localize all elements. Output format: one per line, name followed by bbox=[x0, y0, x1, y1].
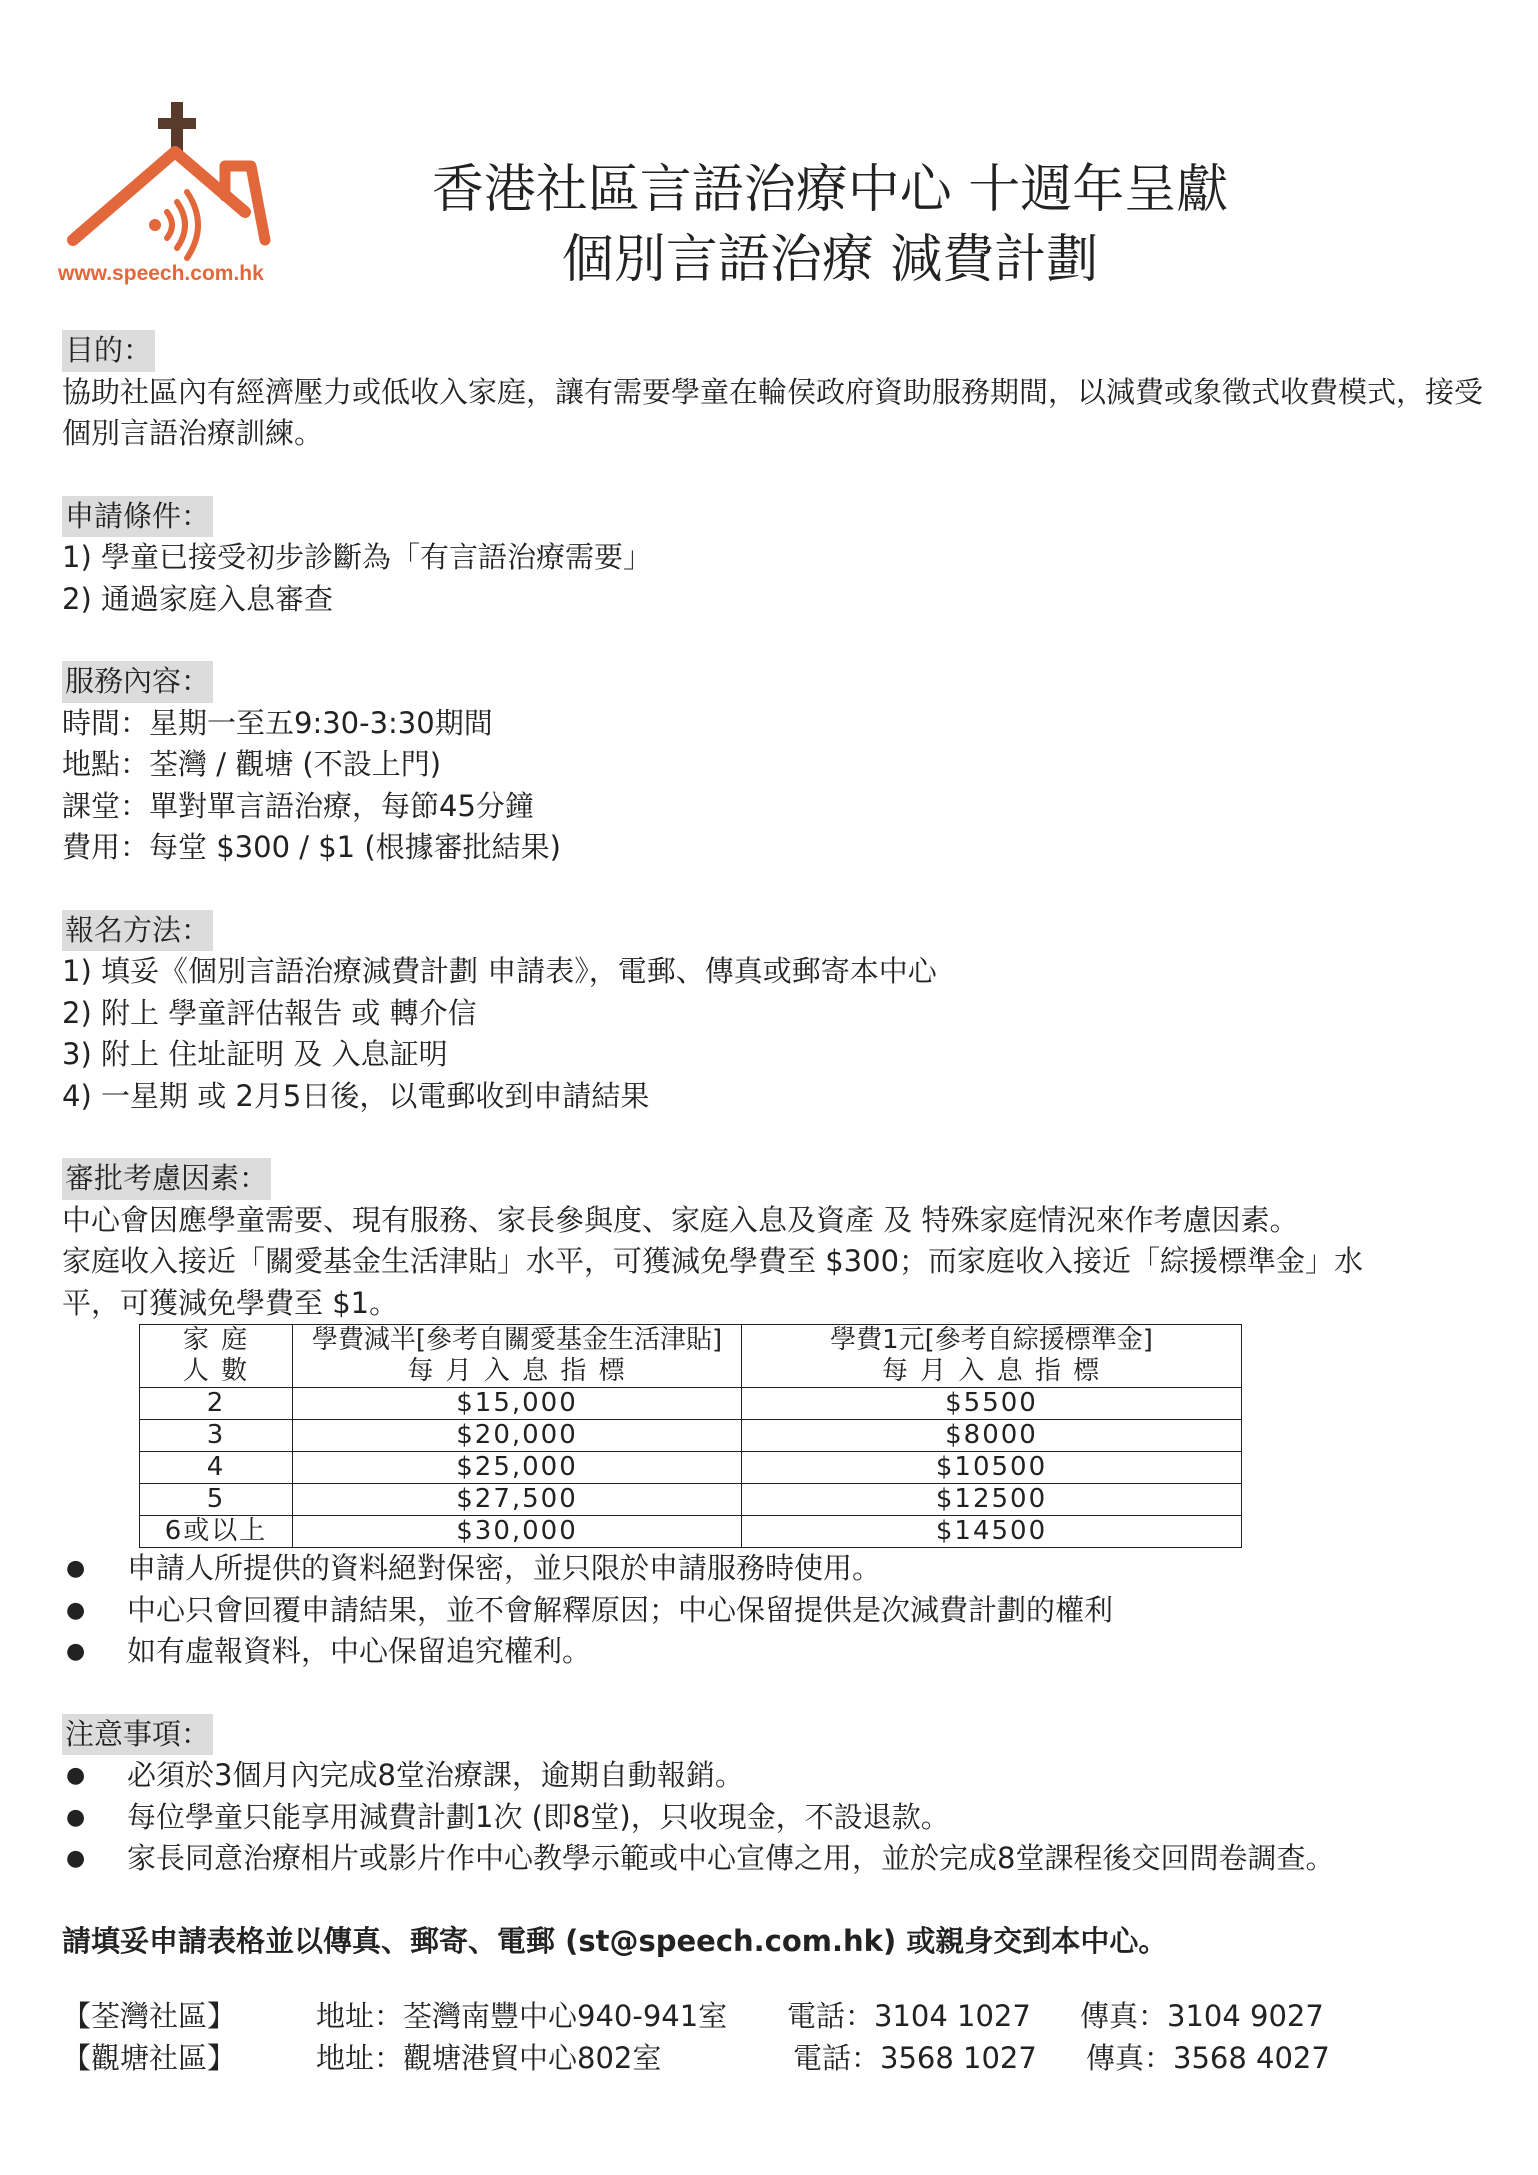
list-item: ● 如有虛報資料，中心保留追究權利。 bbox=[62, 1631, 1502, 1673]
section-heading: 目的： bbox=[62, 330, 155, 372]
table-row bbox=[140, 1516, 1242, 1548]
centre-address: 地址：荃灣南豐中心940-941室 bbox=[316, 1999, 728, 2033]
table-row bbox=[140, 1452, 1242, 1484]
contact-row bbox=[62, 1995, 1502, 2037]
section-notes bbox=[62, 1714, 1502, 1880]
list-item: 1) 填妥《個別言語治療減費計劃 申請表》，電郵、傳真或郵寄本中心 bbox=[62, 954, 937, 988]
centre-name: 【觀塘社區】 bbox=[62, 2041, 237, 2075]
table-cell: 5 bbox=[140, 1484, 293, 1516]
list-item: 2) 通過家庭入息審查 bbox=[62, 581, 333, 616]
list-item: ● 申請人所提供的資料絕對保密，並只限於申請服務時使用。 bbox=[62, 1548, 1502, 1590]
table-row bbox=[140, 1420, 1242, 1452]
table-cell: 4 bbox=[140, 1452, 293, 1484]
section-service bbox=[62, 661, 1502, 869]
criteria-text: 中心會因應學童需要、現有服務、家長參與度、家庭入息及資產 及 特殊家庭情況來作考慮因素。 bbox=[62, 1202, 1299, 1237]
table-cell: $15,000 bbox=[293, 1388, 742, 1420]
centre-name: 【荃灣社區】 bbox=[62, 1999, 237, 2033]
table-header: 家 庭 人 數 bbox=[140, 1325, 293, 1388]
section-purpose bbox=[62, 330, 1502, 455]
table-cell: $27,500 bbox=[293, 1484, 742, 1516]
section-apply bbox=[62, 910, 1502, 1118]
logo-url: www.speech.com.hk bbox=[58, 262, 264, 285]
table-header: 學費1元[參考自綜援標準金] 每 月 入 息 指 標 bbox=[742, 1325, 1242, 1388]
section-heading: 審批考慮因素： bbox=[62, 1158, 271, 1200]
table-header: 學費減半[參考自關愛基金生活津貼] 每 月 入 息 指 標 bbox=[293, 1325, 742, 1388]
section-heading: 申請條件： bbox=[62, 496, 213, 538]
table-row bbox=[140, 1388, 1242, 1420]
list-item: ● 每位學童只能享用減費計劃1次 (即8堂)，只收現金，不設退款。 bbox=[62, 1797, 1502, 1839]
income-table bbox=[139, 1324, 1242, 1548]
section-eligibility bbox=[62, 496, 1502, 621]
table-cell: $12500 bbox=[742, 1484, 1242, 1516]
criteria-text: 家庭收入接近「關愛基金生活津貼」水平，可獲減免學費至 $300；而家庭收入接近「綜援標準金」水 bbox=[62, 1244, 1364, 1278]
table-cell: $5500 bbox=[742, 1388, 1242, 1420]
table-cell: $10500 bbox=[742, 1452, 1242, 1484]
centre-fax: 傳真：3568 4027 bbox=[1086, 2041, 1330, 2075]
title-line-2: 個別言語治療 減費計劃 bbox=[561, 230, 1099, 290]
list-item: 2) 附上 學童評估報告 或 轉介信 bbox=[62, 995, 477, 1030]
purpose-text: 協助社區內有經濟壓力或低收入家庭，讓有需要學童在輪侯政府資助服務期間，以減費或象徵式收費模式，接受個別言語治療訓練。 bbox=[62, 374, 1484, 450]
centre-phone: 電話：3568 1027 bbox=[793, 2041, 1037, 2075]
centre-fax: 傳真：3104 9027 bbox=[1080, 1999, 1324, 2033]
table-cell: $20,000 bbox=[293, 1420, 742, 1452]
list-item: 1) 學童已接受初步診斷為「有言語治療需要」 bbox=[62, 540, 652, 574]
section-heading: 報名方法： bbox=[62, 910, 213, 952]
contact-row bbox=[62, 2037, 1502, 2079]
table-cell: $25,000 bbox=[293, 1452, 742, 1484]
table-header-row bbox=[140, 1325, 1242, 1388]
section-heading: 注意事項： bbox=[62, 1714, 213, 1756]
list-item: 地點：荃灣 / 觀塘 (不設上門) bbox=[62, 747, 442, 781]
list-item: ● 必須於3個月內完成8堂治療課，逾期自動報銷。 bbox=[62, 1755, 1502, 1797]
contact-info bbox=[62, 1995, 1502, 2079]
document-body bbox=[62, 330, 1502, 1962]
page-title bbox=[330, 155, 1330, 295]
table-cell: 3 bbox=[140, 1420, 293, 1452]
title-line-1: 香港社區言語治療中心 十週年呈獻 bbox=[431, 160, 1229, 220]
section-criteria bbox=[62, 1158, 1502, 1673]
table-cell: $8000 bbox=[742, 1420, 1242, 1452]
list-item: 課堂：單對單言語治療，每節45分鐘 bbox=[62, 788, 534, 823]
table-cell: $30,000 bbox=[293, 1516, 742, 1548]
list-item: 時間：星期一至五9:30-3:30期間 bbox=[62, 705, 493, 740]
centre-address: 地址：觀塘港貿中心802室 bbox=[316, 2041, 662, 2075]
list-item: 費用：每堂 $300 / $1 (根據審批結果) bbox=[62, 830, 561, 864]
criteria-bullets bbox=[62, 1548, 1502, 1673]
submit-note: 請填妥申請表格並以傳真、郵寄、電郵 (st@speech.com.hk) 或親身交到本中心。 bbox=[62, 1923, 1168, 1958]
list-item: 3) 附上 住址証明 及 入息証明 bbox=[62, 1037, 448, 1071]
table-cell: 6或以上 bbox=[140, 1516, 293, 1548]
list-item: 4) 一星期 或 2月5日後，以電郵收到申請結果 bbox=[62, 1078, 650, 1113]
list-item: ● 中心只會回覆申請結果，並不會解釋原因；中心保留提供是次減費計劃的權利 bbox=[62, 1590, 1502, 1632]
table-cell: $14500 bbox=[742, 1516, 1242, 1548]
notes-bullets bbox=[62, 1755, 1502, 1880]
list-item: ● 家長同意治療相片或影片作中心教學示範或中心宣傳之用，並於完成8堂課程後交回問卷調查。 bbox=[62, 1838, 1502, 1880]
criteria-text: 平，可獲減免學費至 $1。 bbox=[62, 1285, 399, 1320]
table-row bbox=[140, 1484, 1242, 1516]
section-heading: 服務內容： bbox=[62, 661, 213, 703]
centre-phone: 電話：3104 1027 bbox=[787, 1999, 1031, 2033]
table-cell: 2 bbox=[140, 1388, 293, 1420]
